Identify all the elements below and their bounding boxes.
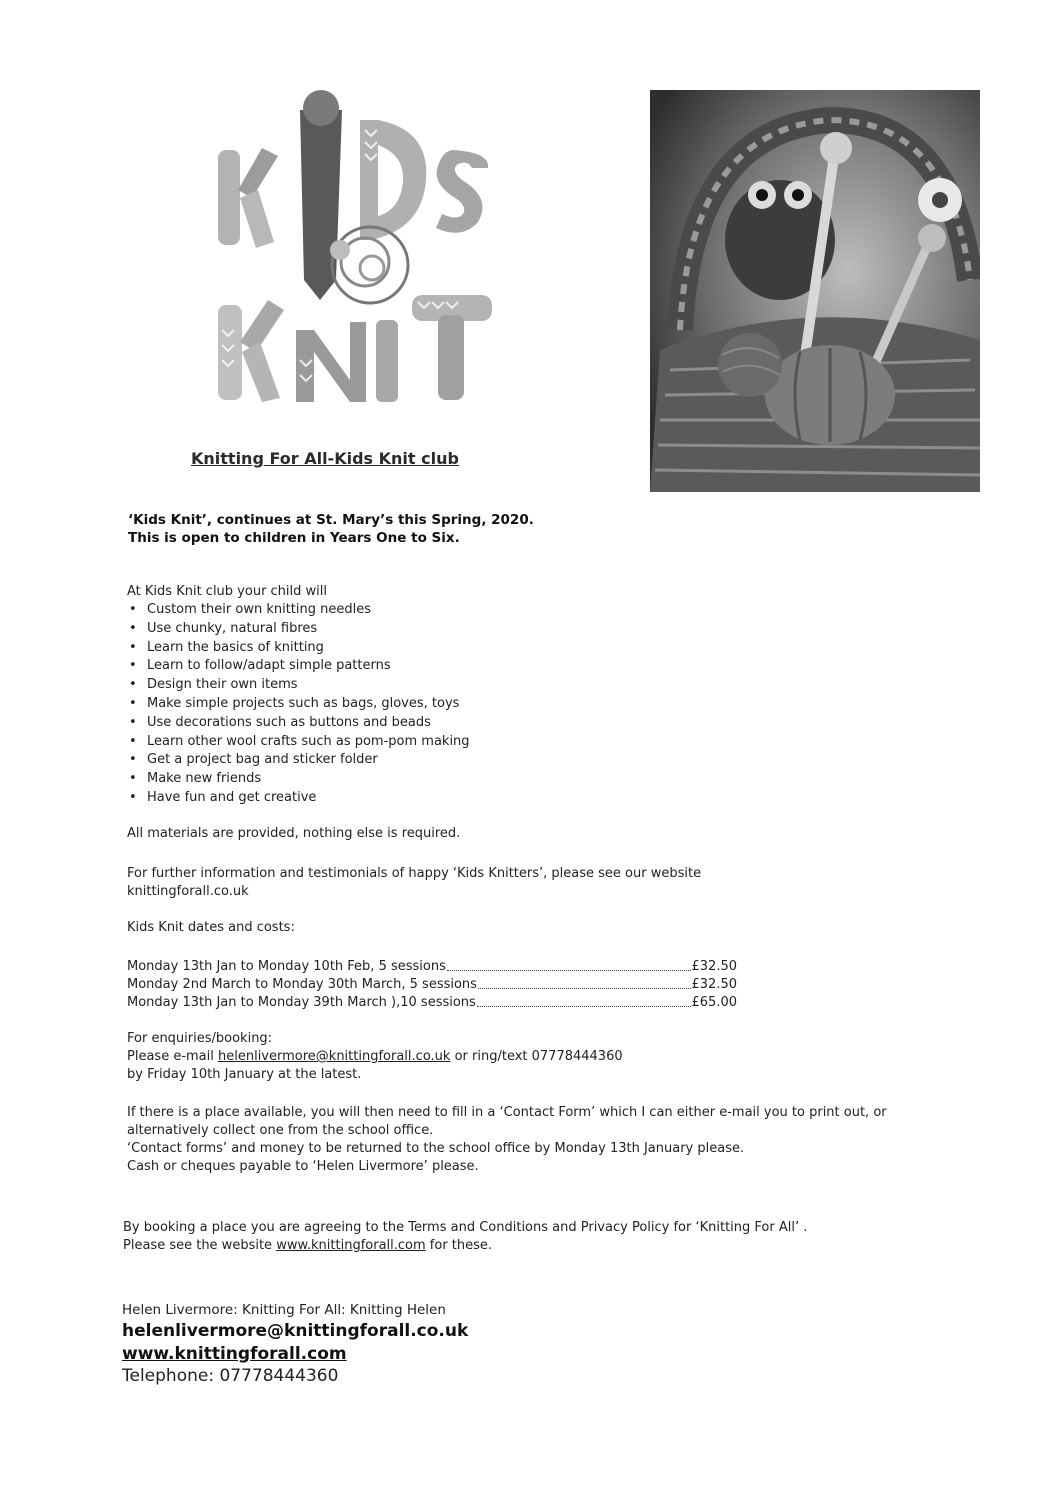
list-item: • Design their own items [127,676,470,695]
list-item: • Custom their own knitting needles [127,601,470,620]
list-item: • Learn the basics of knitting [127,639,470,658]
enquiries-heading: For enquiries/booking: [127,1031,273,1046]
info-website[interactable]: knittingforall.co.uk [127,884,249,899]
list-item: • Learn to follow/adapt simple patterns [127,657,470,676]
dates-heading: Kids Knit dates and costs: [127,920,295,935]
intro-line-1: ‘Kids Knit’, continues at St. Mary’s this Spring, 2020. [128,512,534,528]
list-item: • Make simple projects such as bags, gloves, toys [127,695,470,714]
knitting-basket-photo [650,90,980,492]
intro [128,511,534,547]
table-row [127,958,737,976]
list-item: • Have fun and get creative [127,789,470,808]
club-title: Knitting For All-Kids Knit club [191,449,459,468]
phone-text: or ring/text 07778444360 [450,1049,623,1064]
price: £32.50 [691,959,737,974]
date-range: Monday 2nd March to Monday 30th March, 5 sessions [127,977,477,992]
email-prefix: Please e-mail [127,1049,218,1064]
price: £65.00 [691,995,737,1010]
list-item: • Get a project bag and sticker folder [127,751,470,770]
contact-form-line-4: Cash or cheques payable to ‘Helen Livermore’ please. [127,1159,479,1174]
contact-form-line-1: If there is a place available, you will then need to fill in a ‘Contact Form’ which I can either e-mail you to print out, or [127,1105,887,1120]
list-item: • Use decorations such as buttons and beads [127,714,470,733]
price: £32.50 [691,977,737,992]
benefits-list [127,601,470,808]
email-link[interactable]: helenlivermore@knittingforall.co.uk [218,1049,451,1064]
enquiries-section [127,1030,623,1084]
date-range: Monday 13th Jan to Monday 39th March ),10 sessions [127,995,476,1010]
signature-name: Helen Livermore: Knitting For All: Knitting Helen [122,1302,446,1318]
contact-form-line-3: ‘Contact forms’ and money to be returned to the school office by Monday 13th January please. [127,1141,745,1156]
leader-dots [477,994,691,1007]
table-row [127,976,737,994]
materials-note: All materials are provided, nothing else is required. [127,826,461,841]
leader-dots [447,958,691,971]
leader-dots [478,976,691,989]
intro-line-2: This is open to children in Years One to Six. [128,530,460,546]
list-item: • Learn other wool crafts such as pom-pom making [127,733,470,752]
kids-knit-logo [200,90,500,410]
enquiries-contact [127,1048,623,1066]
date-range: Monday 13th Jan to Monday 10th Feb, 5 sessions [127,959,446,974]
benefits-section [127,583,470,808]
terms-suffix: for these. [425,1238,493,1253]
enquiries-deadline: by Friday 10th January at the latest. [127,1067,362,1082]
website-link[interactable]: www.knittingforall.com [276,1238,426,1253]
list-item: • Use chunky, natural fibres [127,620,470,639]
list-item: • Make new friends [127,770,470,789]
terms-prefix: Please see the website [123,1238,277,1253]
terms-line-2 [123,1237,807,1255]
dates-table [127,958,737,1012]
signature-website[interactable]: www.knittingforall.com [122,1344,347,1364]
terms-section [123,1219,807,1255]
contact-form-section [127,1104,887,1176]
signature-email[interactable]: helenlivermore@knittingforall.co.uk [122,1321,469,1341]
terms-line-1: By booking a place you are agreeing to the Terms and Conditions and Privacy Policy for ‘Knitting For All’ . [123,1220,808,1235]
benefits-lead: At Kids Knit club your child will [127,584,328,599]
info-paragraph [127,865,701,901]
table-row [127,994,737,1012]
contact-form-line-2: alternatively collect one from the school office. [127,1123,434,1138]
signature-telephone: Telephone: 07778444360 [122,1366,339,1386]
info-line-1: For further information and testimonials of happy ‘Kids Knitters’, please see our website [127,866,702,881]
